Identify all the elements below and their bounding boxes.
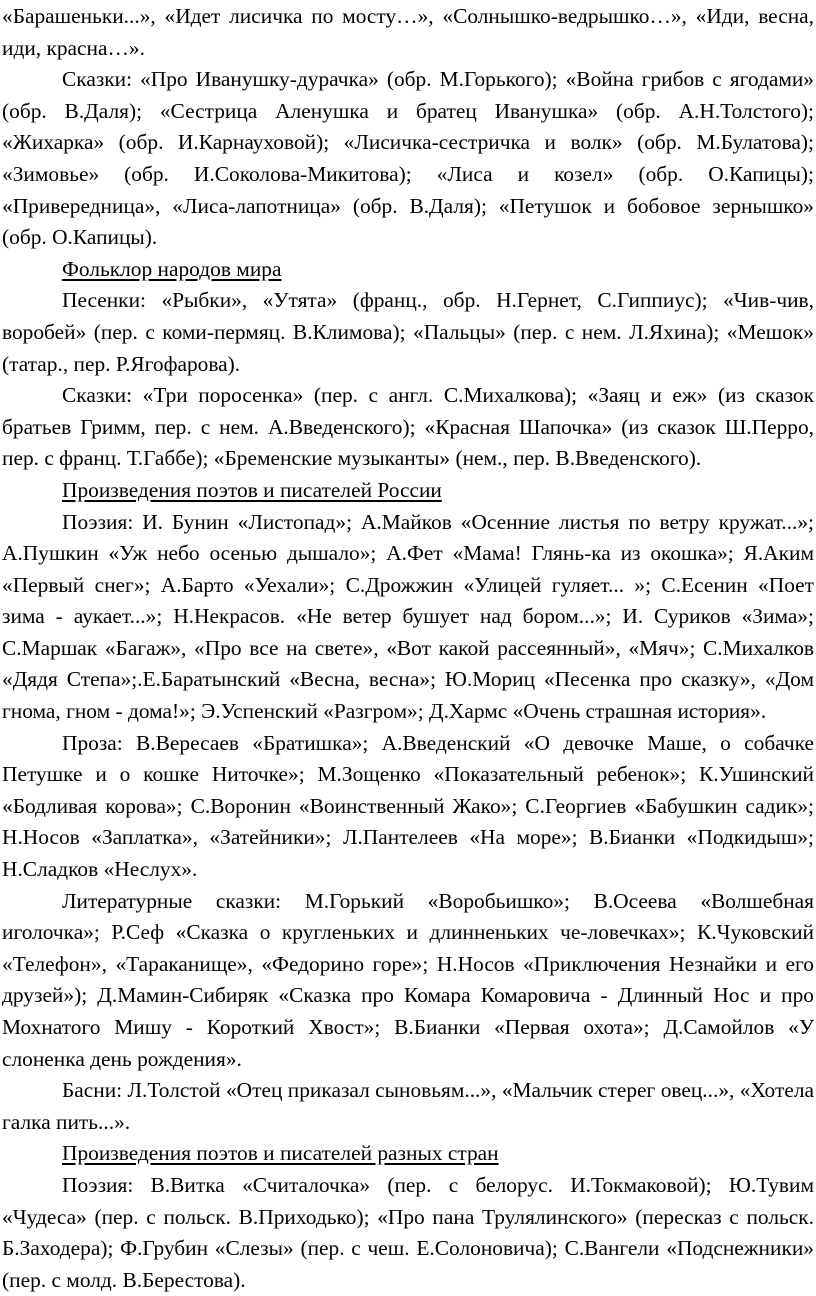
paragraph-russian-poetry: Поэзия: И. Бунин «Листопад»; А.Майков «Осенние листья по ветру кружат...»; А.Пушкин «Уж небо осенью дышало»; А.Фет «Мама! Глянь-ка из окошка»; Я.Аким «Первый снег»; А.Барто «Уехали»; С.Дрожжин «Улицей гуляет... »; С.Есенин «Поет зима - аукает...»; Н.Некрасов. «Не ветер бушует над бором...»; И. Суриков «Зима»; С.Маршак «Багаж», «Про все на свете», «Вот какой рассеянный», «Мяч»; С.Михалков «Дядя Степа»;.Е.Баратынский «Весна, весна»; Ю.Мориц «Песенка про сказку», «Дом гнома, гном - дома!»; Э.Успенский «Разгром»; Д.Хармс «Очень страшная история». bbox=[2, 509, 814, 724]
section-heading-foreign-authors bbox=[2, 1138, 814, 1170]
paragraph-world-tales: Сказки: «Три поросенка» (пер. с англ. С.Михалкова); «Заяц и еж» (из сказок братьев Гримм, пер. с нем. А.Введенского); «Красная Шапочка» (из сказок Ш.Перро, пер. с франц. Т.Габбе); «Бременские музыканты» (нем., пер. В.Введенского). bbox=[2, 383, 814, 471]
section-heading-russian-authors bbox=[2, 475, 814, 507]
paragraph-literary-tales: Литературные сказки: М.Горький «Воробьишко»; В.Осеева «Волшебная иголочка»; Р.Сеф «Сказка о кругленьких и длинненьких че-ловечках»; К.Чуковский «Телефон», «Тараканище», «Федорино горе»; Н.Носов «Приключения Незнайки и его друзей»); Д.Мамин-Сибиряк «Сказка про Комара Комаровича - Длинный Нос и про Мохнатого Мишу - Короткий Хвост»; В.Бианки «Первая охота»; Д.Самойлов «У слоненка день рождения». bbox=[2, 888, 814, 1071]
section-heading-text: Фольклор народов мира bbox=[62, 256, 282, 281]
section-heading-world-folklore bbox=[2, 254, 814, 286]
paragraph-russian-prose: Проза: В.Вересаев «Братишка»; А.Введенский «О девочке Маше, о собачке Петушке и о кошке Ниточке»; М.Зощенко «Показательный ребенок»; К.Ушинский «Бодливая корова»; С.Воронин «Воинственный Жако»; С.Георгиев «Бабушкин садик»; Н.Носов «Заплатка», «Затейники»; Л.Пантелеев «На море»; В.Бианки «Подкидыш»; Н.Сладков «Неслух». bbox=[2, 730, 814, 882]
section-heading-text: Произведения поэтов и писателей разных стран bbox=[62, 1141, 499, 1166]
paragraph-foreign-poetry: Поэзия: В.Витка «Считалочка» (пер. с белорус. И.Токмаковой); Ю.Тувим «Чудеса» (пер. с польск. В.Приходько); «Про пана Трулялинского» (пересказ с польск. Б.Заходера); Ф.Грубин «Слезы» (пер. с чеш. Е.Солоновича); С.Вангели «Подснежники» (пер. с молд. В.Берестова). bbox=[2, 1172, 814, 1292]
paragraph-fables: Басни: Л.Толстой «Отец приказал сыновьям...», «Мальчик стерег овец...», «Хотела галка пить...». bbox=[2, 1078, 814, 1134]
section-heading-text: Произведения поэтов и писателей России bbox=[62, 477, 442, 502]
paragraph-russian-tales: Сказки: «Про Иванушку-дурачка» (обр. М.Горького); «Война грибов с ягодами» (обр. В.Даля); «Сестрица Аленушка и братец Иванушка» (обр. А.Н.Толстого); «Жихарка» (обр. И.Карнауховой); «Лисичка-сестричка и волк» (обр. М.Булатова); «Зимовье» (обр. И.Соколова-Микитова); «Лиса и козел» (обр. О.Капицы); «Привередница», «Лиса-лапотница» (обр. В.Даля); «Петушок и бобовое зернышко» (обр. О.Капицы). bbox=[2, 67, 814, 250]
paragraph-world-songs: Песенки: «Рыбки», «Утята» (франц., обр. Н.Гернет, С.Гиппиус); «Чив-чив, воробей» (пер. с коми-пермяц. В.Климова); «Пальцы» (пер. с нем. Л.Яхина); «Мешок» (татар., пер. Р.Ягофарова). bbox=[2, 288, 814, 376]
paragraph-songs-intro: «Барашеньки...», «Идет лисичка по мосту…», «Солнышко-ведрышко…», «Иди, весна, иди, красна…». bbox=[2, 4, 814, 60]
